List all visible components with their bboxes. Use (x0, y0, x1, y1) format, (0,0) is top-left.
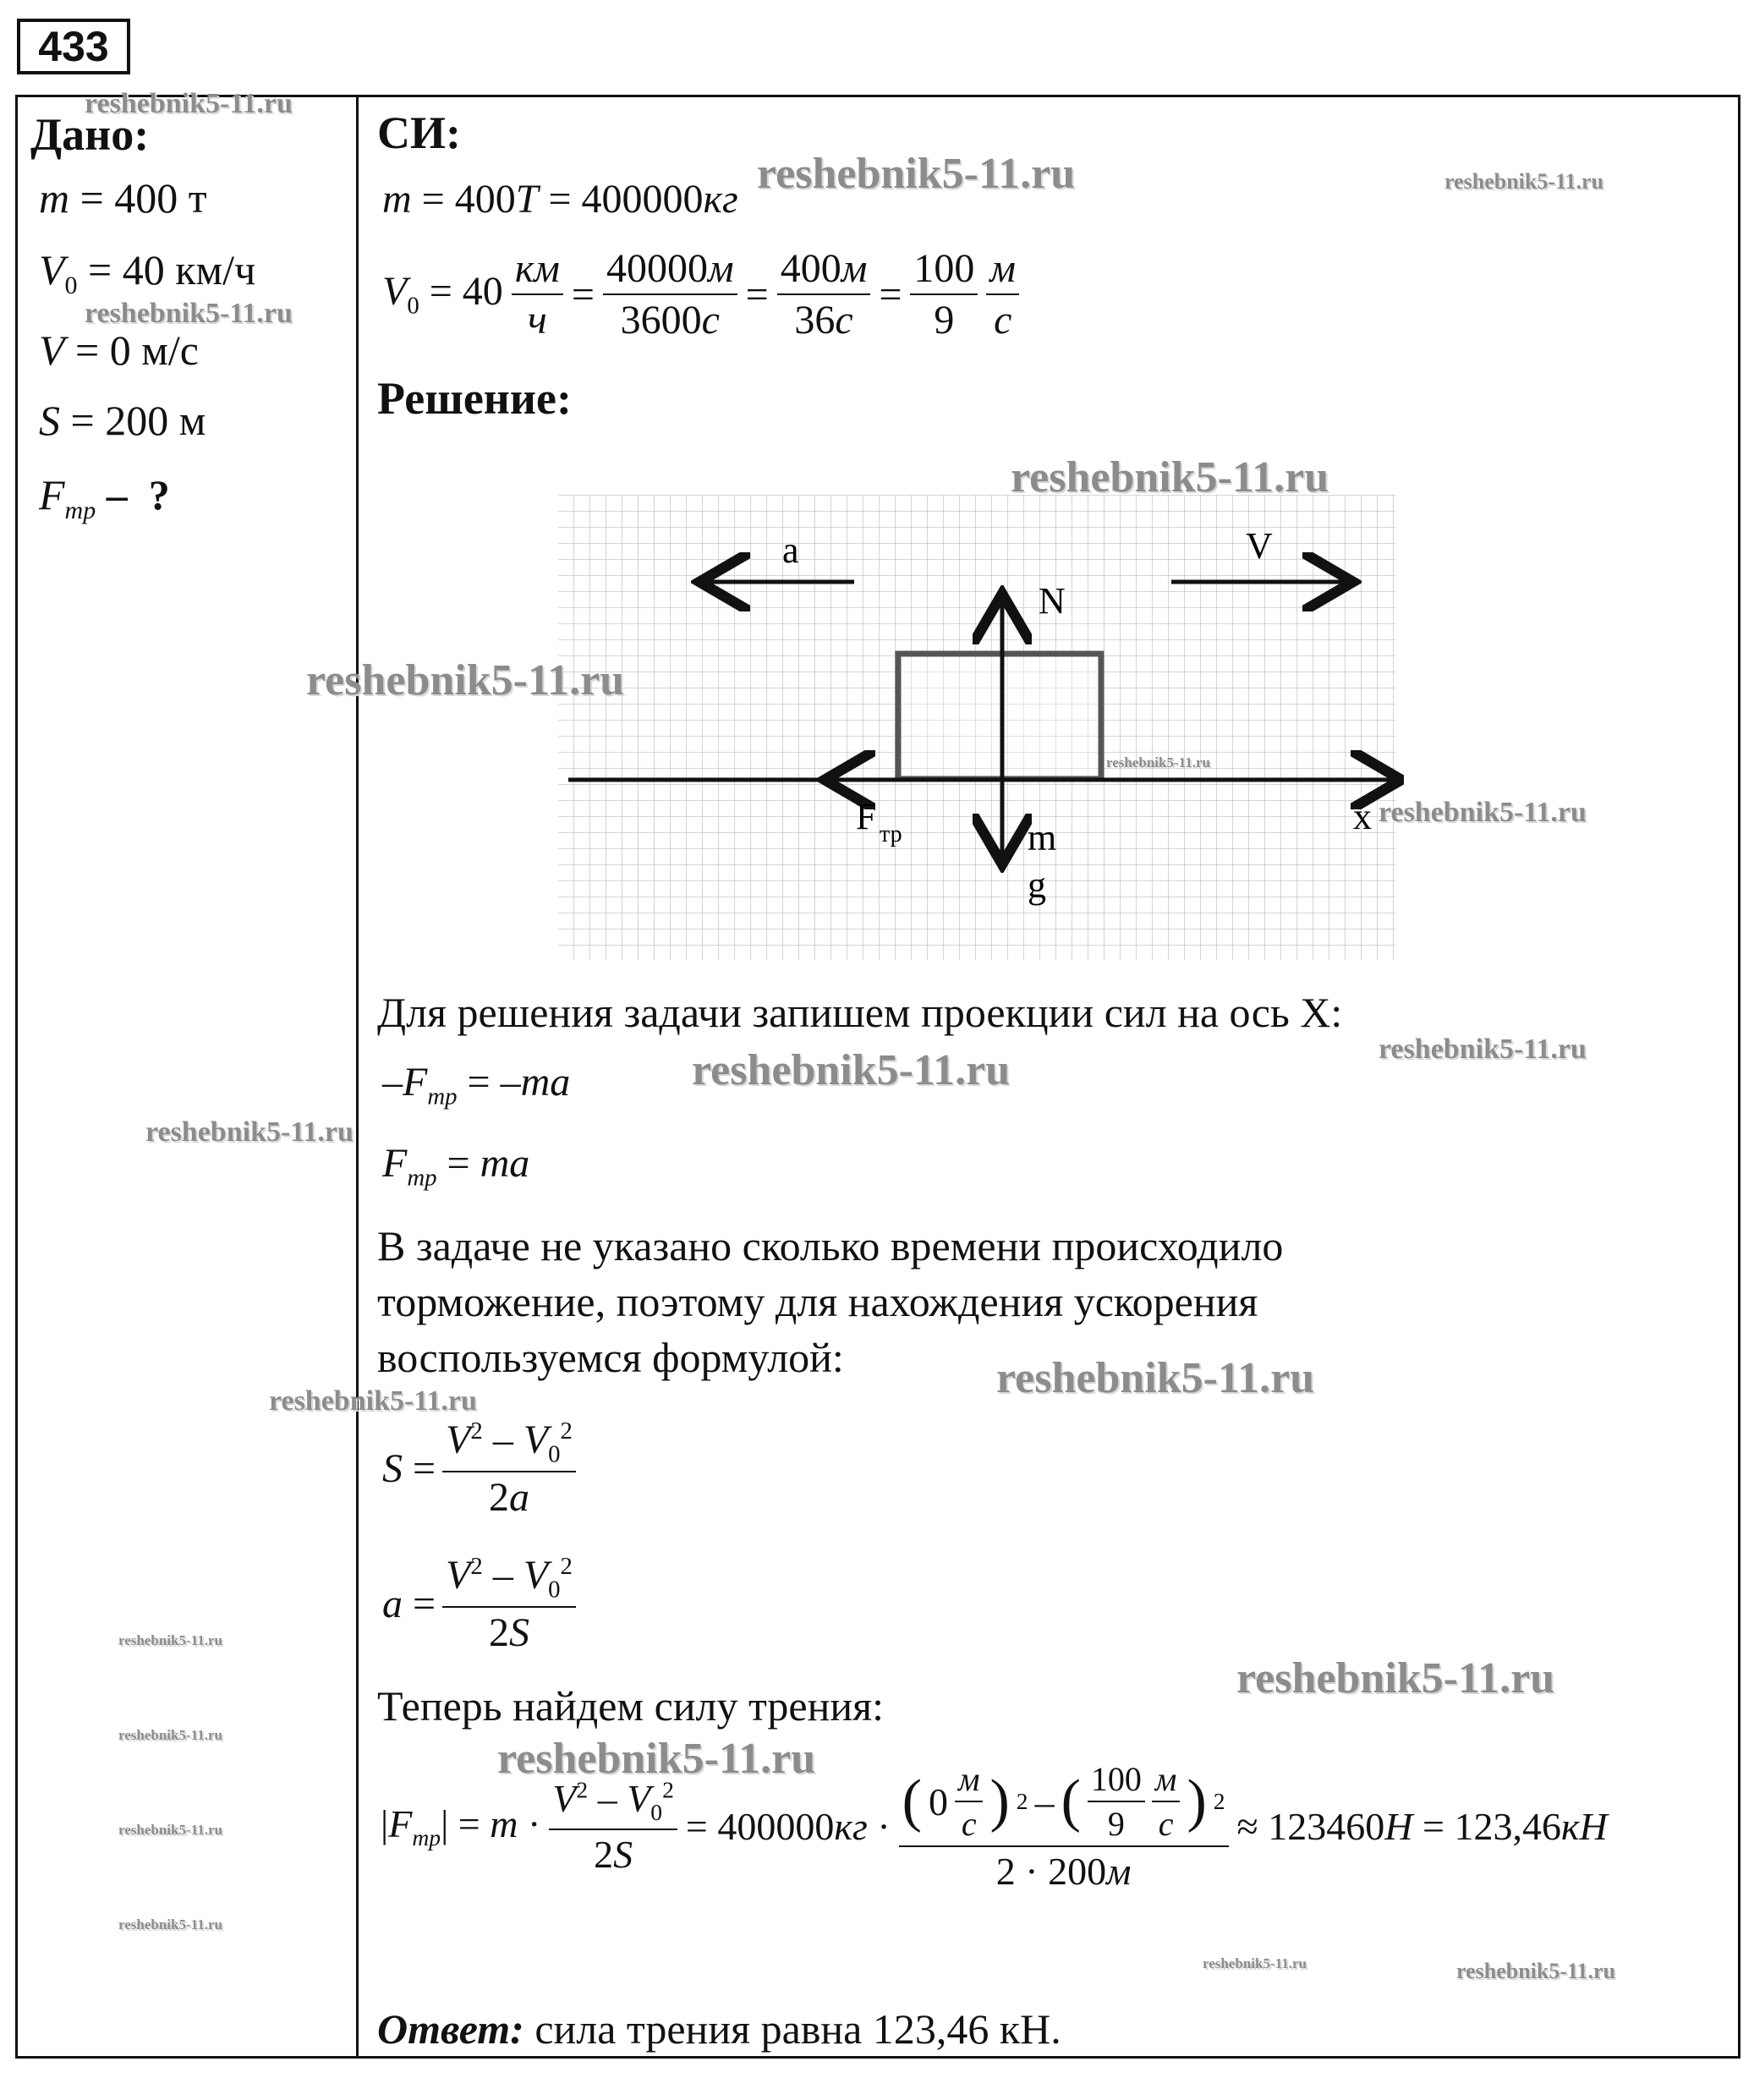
friction-intro: Теперь найдем силу трения: (377, 1682, 885, 1730)
answer-label: Ответ: (377, 2005, 524, 2053)
formula-final: $|F_{тр}| = m$ · $\frac{V^2 - V_0^2}{2S}$ = 400000кг · ( 0 $\frac{м}{с}$ ) 2 – ( $\frac{100}{9}$ $\frac{м}{с}$ ) 2 2 · 200м ≈ 123460Н = 123,46кН (381, 1760, 1608, 1893)
watermark: reshebnik5-11.ru (996, 1354, 1315, 1402)
watermark: reshebnik5-11.ru (1203, 1955, 1307, 1971)
watermark: reshebnik5-11.ru (118, 1632, 222, 1648)
label-n: N (1039, 580, 1066, 622)
label-a: a (782, 529, 799, 571)
given-header: Дано: (30, 109, 150, 160)
watermark: reshebnik5-11.ru (85, 298, 293, 329)
watermark: reshebnik5-11.ru (757, 150, 1076, 198)
given-mass: m = 400 т (39, 174, 207, 222)
given-s: S = 200 м (39, 397, 206, 444)
watermark: reshebnik5-11.ru (118, 1822, 222, 1838)
given-find: $F_{тр}$ – ? (39, 471, 170, 524)
watermark: reshebnik5-11.ru (1379, 797, 1587, 828)
label-v: V (1246, 525, 1273, 567)
watermark: reshebnik5-11.ru (1379, 1034, 1587, 1065)
equation-projection: $-F_{тр} = -ma$ (382, 1060, 571, 1110)
projection-intro: Для решения задачи запишем проекции сил на ось Х: (377, 989, 1343, 1036)
watermark: reshebnik5-11.ru (269, 1385, 477, 1417)
formula-s: S = $\frac{V^2 - V_0^2}{2a}$ (382, 1417, 576, 1521)
label-f-sub: тр (880, 821, 902, 847)
watermark: reshebnik5-11.ru (118, 1916, 222, 1933)
force-diagram (541, 495, 1404, 964)
label-g: g (1028, 864, 1046, 906)
watermark: reshebnik5-11.ru (692, 1046, 1011, 1094)
watermark: reshebnik5-11.ru (1456, 1959, 1616, 1983)
watermark: reshebnik5-11.ru (1444, 169, 1604, 194)
given-v: V = 0 м/с (39, 326, 199, 374)
watermark: reshebnik5-11.ru (306, 656, 625, 705)
block-body (898, 654, 1101, 779)
si-header: СИ: (377, 107, 461, 158)
answer-text: сила трения равна 123,46 кН. (534, 2005, 1061, 2053)
watermark: reshebnik5-11.ru (145, 1116, 354, 1148)
equation-friction: $F_{тр}$ = ma (382, 1141, 530, 1192)
watermark: reshebnik5-11.ru (1011, 453, 1329, 502)
paragraph-time: В задаче не указано сколько времени происходило торможение, поэтому для нахождения ускорения воспользуемся формулой: (377, 1222, 1284, 1381)
watermark: reshebnik5-11.ru (497, 1735, 816, 1783)
label-f: F (856, 796, 877, 837)
watermark: reshebnik5-11.ru (85, 88, 293, 119)
si-velocity: $V_0 = 40$ $\frac{км}{ч}$ = $\frac{40000м}{3600с}$ = $\frac{400м}{36с}$ = $\frac{100}{9}$ $\frac{м}{с}$ (382, 245, 1019, 343)
watermark: reshebnik5-11.ru (1106, 754, 1210, 770)
watermark: reshebnik5-11.ru (118, 1727, 222, 1743)
solution-header: Решение: (377, 373, 572, 424)
label-x: x (1353, 796, 1372, 837)
column-divider (356, 95, 359, 2059)
si-mass: m = 400T = 400000кг (382, 177, 738, 222)
label-m: m (1028, 817, 1057, 858)
watermark: reshebnik5-11.ru (1236, 1654, 1555, 1702)
answer (377, 2004, 1061, 2053)
problem-number: 433 (17, 19, 130, 74)
given-v0: $V_0 = 40$ км/ч (39, 246, 256, 299)
formula-a: a = $\frac{V^2 - V_0^2}{2S}$ (382, 1552, 576, 1656)
